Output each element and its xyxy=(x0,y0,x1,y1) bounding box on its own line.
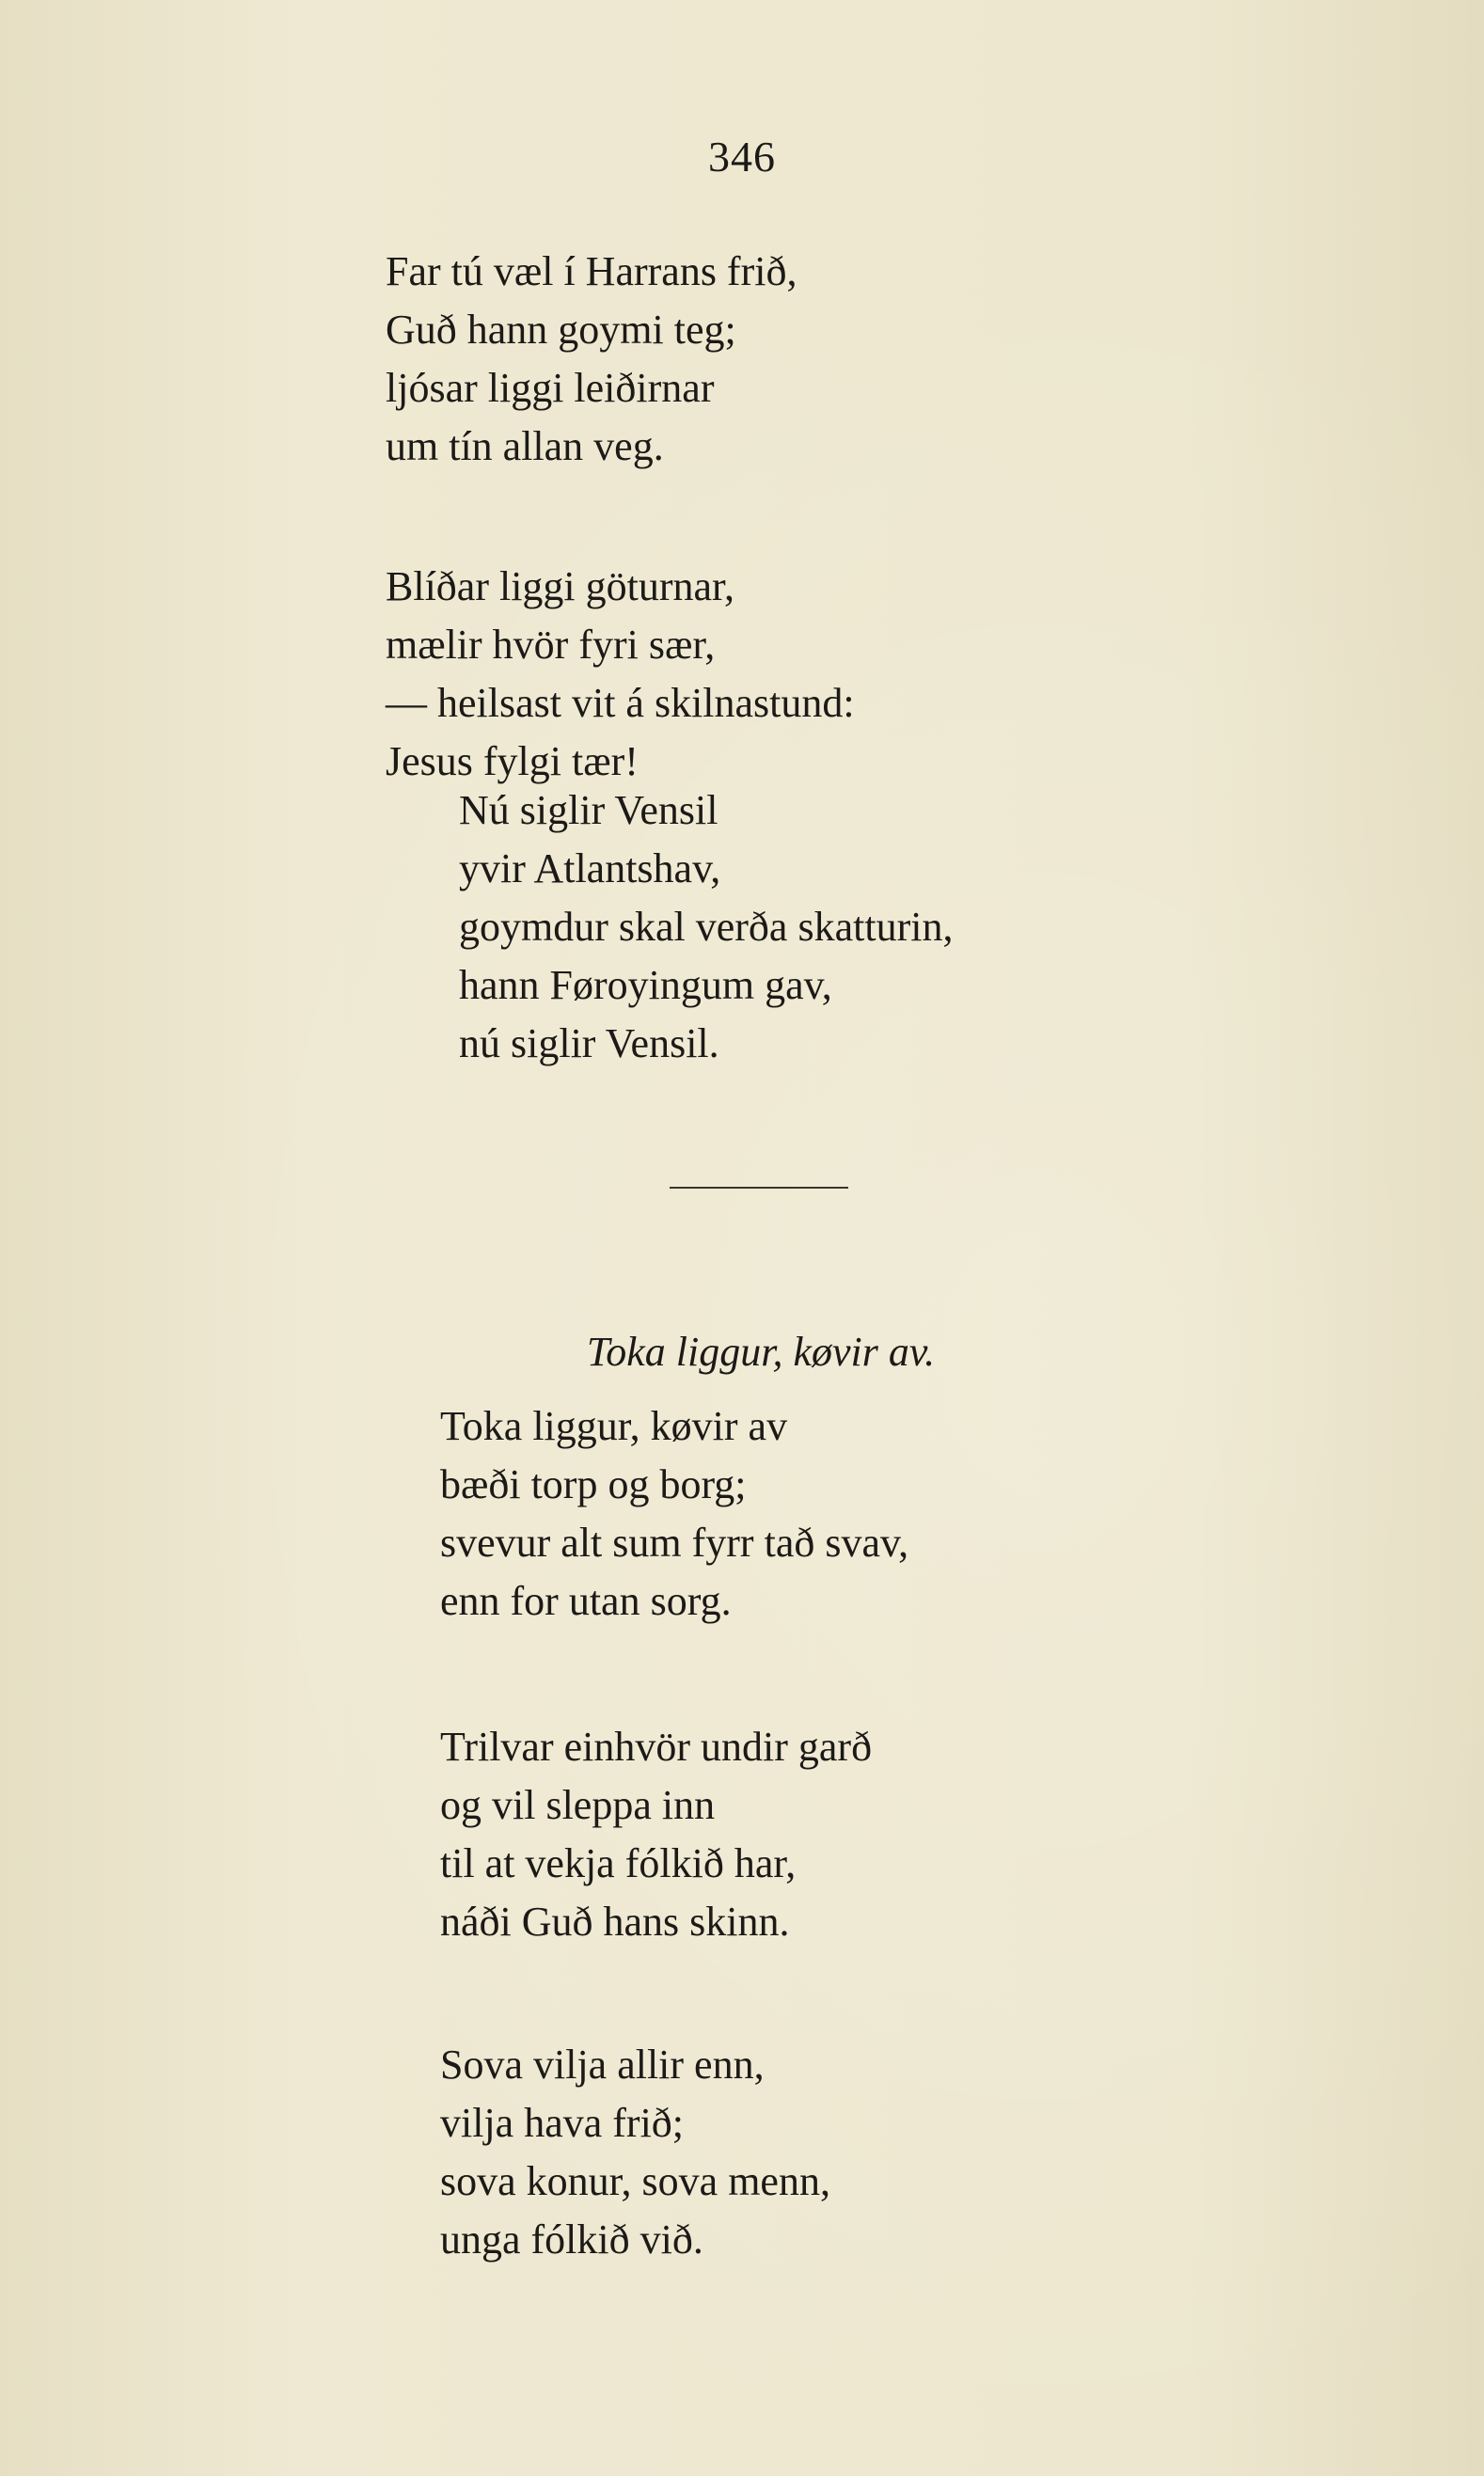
verse-line: Guð hann goymi teg; xyxy=(386,307,736,353)
verse-line: um tín allan veg. xyxy=(386,423,664,469)
verse-line: Sova vilja allir enn, xyxy=(440,2042,765,2088)
verse-line: mælir hvör fyri sær, xyxy=(386,622,716,668)
verse-line: goymdur skal verða skatturin, xyxy=(459,904,954,950)
page-number: 346 xyxy=(708,133,776,181)
verse-line: nú siglir Vensil. xyxy=(459,1020,719,1066)
verse-line: Nú siglir Vensil xyxy=(459,787,718,833)
verse-line: Jesus fylgi tær! xyxy=(386,738,639,784)
poem2-stanza-2 xyxy=(440,1718,872,1951)
verse-line: hann Føroyingum gav, xyxy=(459,962,832,1008)
verse-line: svevur alt sum fyrr tað svav, xyxy=(440,1520,909,1566)
verse-line: yvir Atlantshav, xyxy=(459,845,721,891)
poem1-stanza-1 xyxy=(386,243,797,476)
verse-line: bæði torp og borg; xyxy=(440,1461,747,1507)
verse-line: Blíðar liggi göturnar, xyxy=(386,563,734,609)
verse-line: náði Guð hans skinn. xyxy=(440,1899,790,1945)
verse-line: unga fólkið við. xyxy=(440,2216,703,2263)
section-divider xyxy=(670,1187,848,1189)
verse-line: Toka liggur, køvir av xyxy=(440,1403,788,1449)
verse-line: sova konur, sova menn, xyxy=(440,2158,830,2204)
poem-title: Toka liggur, køvir av. xyxy=(586,1329,936,1375)
verse-line: Far tú væl í Harrans frið, xyxy=(386,248,797,294)
poem1-stanza-3 xyxy=(459,781,953,1073)
poem2-stanza-3 xyxy=(440,2036,830,2269)
verse-line: til at vekja fólkið har, xyxy=(440,1840,797,1886)
verse-line: — heilsast vit á skilnastund: xyxy=(386,680,855,726)
verse-line: og vil sleppa inn xyxy=(440,1782,716,1828)
verse-line: vilja hava frið; xyxy=(440,2100,685,2146)
verse-line: Trilvar einhvör undir garð xyxy=(440,1724,873,1770)
poem2-stanza-1 xyxy=(440,1397,908,1631)
verse-line: ljósar liggi leiðirnar xyxy=(386,365,715,411)
verse-line: enn for utan sorg. xyxy=(440,1578,732,1624)
poem1-stanza-2 xyxy=(386,558,855,791)
